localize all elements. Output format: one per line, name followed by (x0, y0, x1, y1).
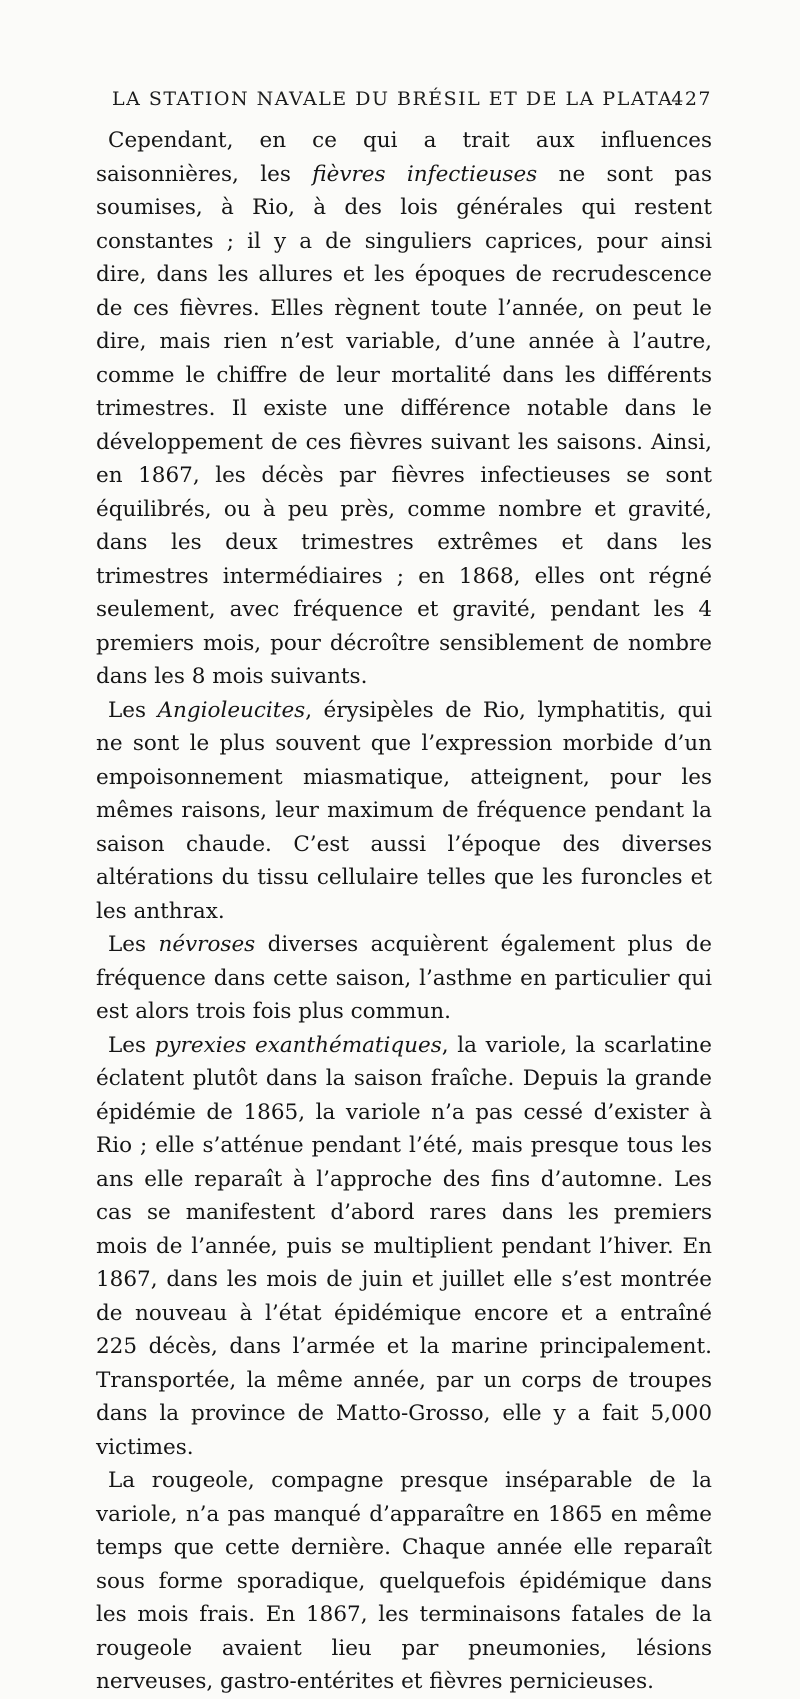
italic-term: névroses (158, 932, 256, 957)
text-run: diverses acquièrent également plus de fréquence dans cette saison, l’asthme en particulier qui est alors trois fois plus commun. (96, 932, 712, 1024)
paragraph-nevroses (96, 928, 712, 1029)
text-run: Cependant, en ce qui a trait aux influences saisonnières, les (96, 128, 712, 187)
paragraph-angioleucites (96, 694, 712, 929)
text-run: Les (108, 1032, 155, 1058)
body-text (96, 124, 712, 1699)
paragraph-rougeole (96, 1464, 712, 1699)
text-run: ne sont pas soumises, à Rio, à des lois générales qui restent constantes ; il y a de singuliers caprices, pour ainsi dire, dans les allures et les époques de recrudescence de ces fièvres. Elles règnent toute l’année, on peut le dire, mais rien n’est variable, d’une année à l’autre, comme le chiffre de leur mortalité dans les différents trimestres. Il existe une différence notable dans le développement de ces fièvres suivant les saisons. Ainsi, en 1867, les décès par fièvres infectieuses se sont équilibrés, ou à peu près, comme nombre et gravité, dans les deux trimestres extrêmes et dans les trimestres intermédiaires ; en 1868, elles ont régné seulement, avec fréquence et gravité, pendant les 4 premiers mois, pour décroître sensiblement de nombre dans les 8 mois suivants. (96, 161, 713, 689)
italic-term: fièvres infectieuses (312, 161, 538, 187)
text-run: La rougeole, compagne presque inséparable de la variole, n’a pas manqué d’apparaître en 1865 en même temps que cette dernière. Chaque année elle reparaît sous forme sporadique, quelquefois épidémique dans les mois frais. En 1867, les terminaisons fatales de la rougeole avaient lieu par pneumonies, lésions nerveuses, gastro-entérites et fièvres pernicieuses. (96, 1468, 712, 1694)
text-run: Les (108, 697, 158, 723)
page-number: 427 (671, 88, 712, 110)
text-run: , érysipèles de Rio, lymphatitis, qui ne sont le plus souvent que l’expression morbide d’un empoisonnement miasmatique, atteignent, pour les mêmes raisons, leur maximum de fréquence pendant la saison chaude. C’est aussi l’époque des diverses altérations du tissu cellulaire telles que les furoncles et les anthrax. (96, 697, 712, 924)
running-header (112, 88, 712, 118)
paragraph-fievres (96, 124, 712, 694)
italic-term: pyrexies exanthématiques (154, 1032, 442, 1058)
text-run: Les (108, 932, 159, 957)
running-title: LA STATION NAVALE DU BRÉSIL ET DE LA PLATA. (112, 88, 681, 110)
text-run: , la variole, la scarlatine éclatent plutôt dans la saison fraîche. Depuis la grande épidémie de 1865, la variole n’a pas cessé d’exister à Rio ; elle s’atténue pendant l’été, mais presque tous les ans elle reparaît à l’approche des fins d’automne. Les cas se manifestent d’abord rares dans les premiers mois de l’année, puis se multiplient pendant l’hiver. En 1867, dans les mois de juin et juillet elle s’est montrée de nouveau à l’état épidémique encore et a entraîné 225 décès, dans l’armée et la marine principalement. Transportée, la même année, par un corps de troupes dans la province de Matto-Grosso, elle y a fait 5,000 victimes. (96, 1032, 712, 1460)
paragraph-pyrexies (96, 1029, 712, 1465)
italic-term: Angioleucites (157, 697, 306, 723)
